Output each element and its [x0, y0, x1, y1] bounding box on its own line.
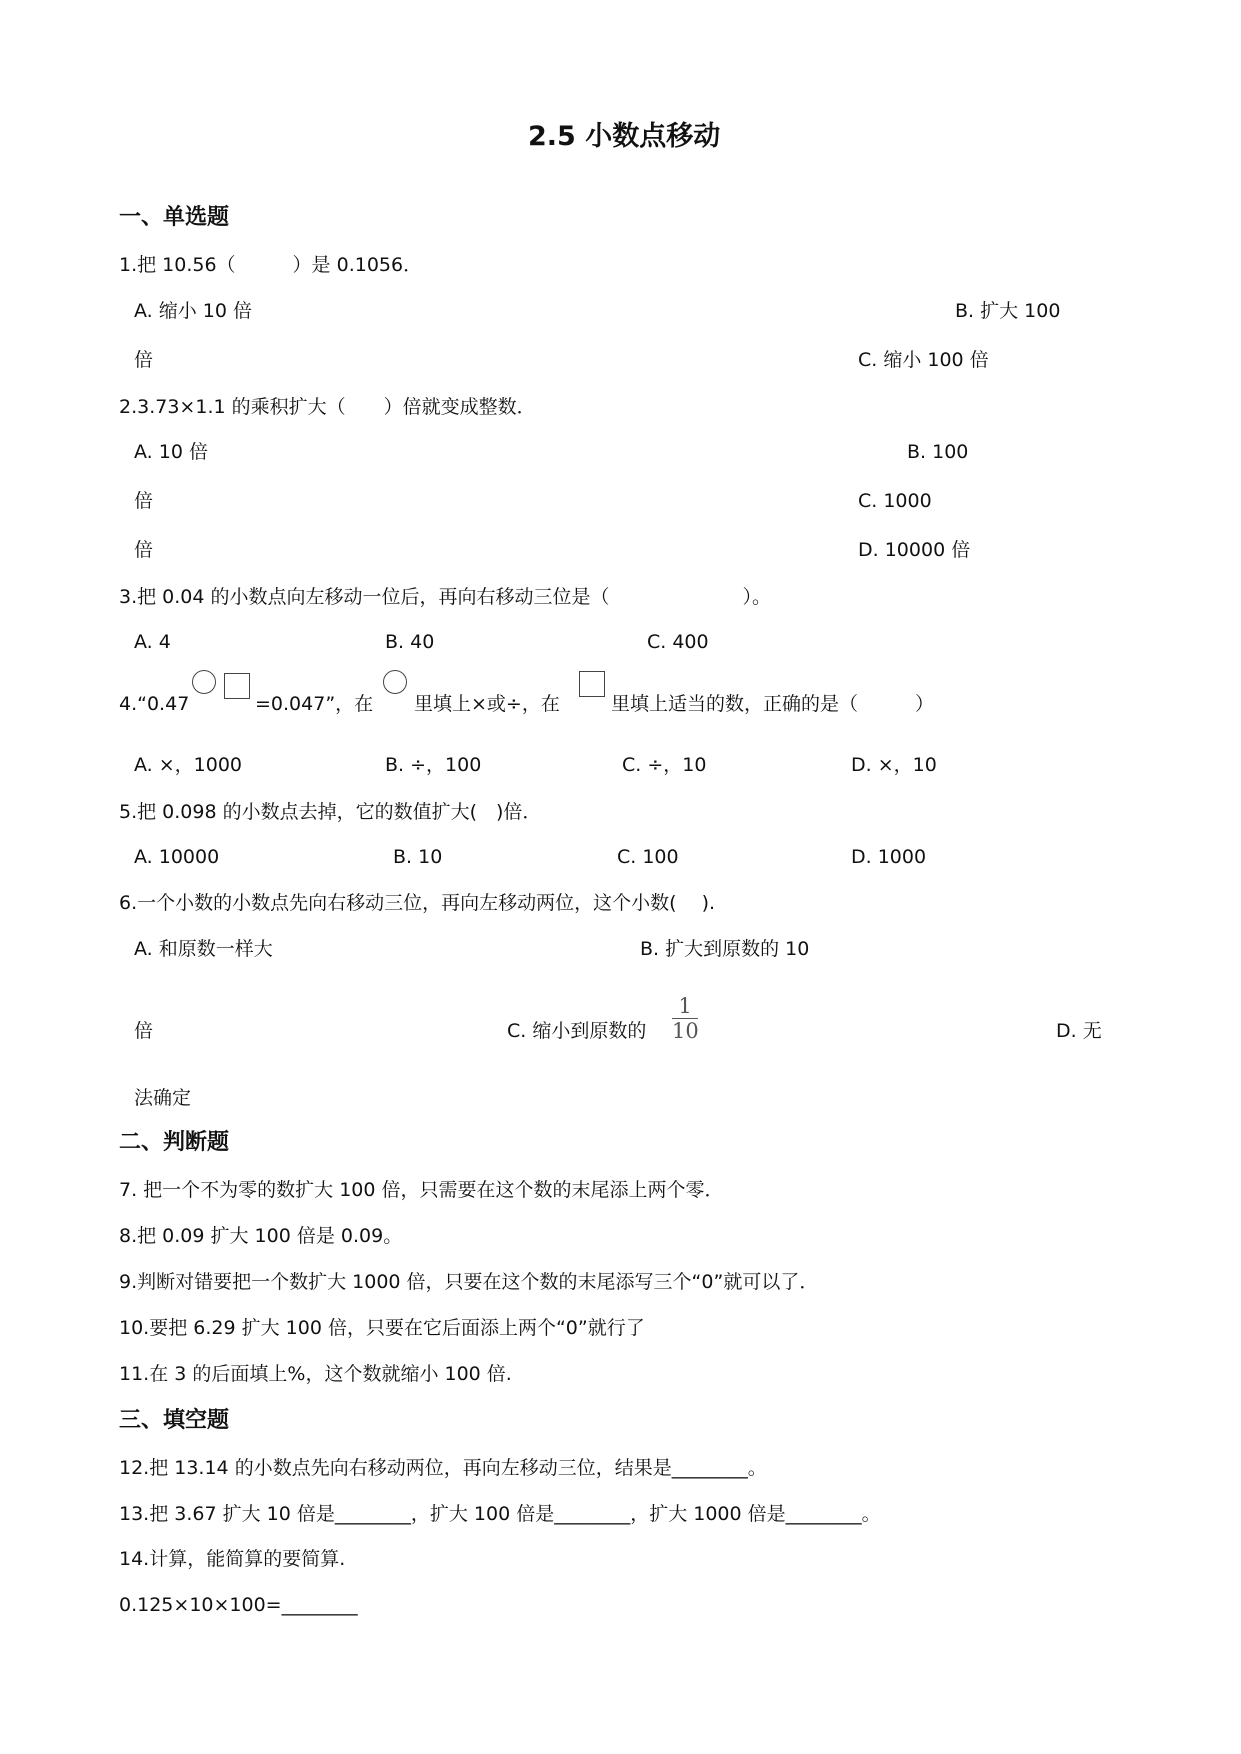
question-2-option-b[interactable]: B. 100 — [907, 441, 969, 463]
question-5-option-a[interactable]: A. 10000 — [134, 846, 220, 868]
section-heading-true-false: 二、判断题 — [119, 1130, 230, 1155]
question-6-option-b[interactable]: B. 扩大到原数的 10 — [640, 938, 810, 960]
question-6-option-d-wrap: 法确定 — [134, 1087, 192, 1109]
question-1-option-c[interactable]: C. 缩小 100 倍 — [858, 349, 989, 371]
question-2-option-c[interactable]: C. 1000 — [858, 490, 932, 512]
question-2-option-c-wrap: 倍 — [134, 539, 154, 561]
section-heading-fill-in: 三、填空题 — [119, 1408, 230, 1433]
question-5-option-b[interactable]: B. 10 — [393, 846, 443, 868]
question-14-expression: 0.125×10×100=________ — [119, 1594, 358, 1616]
question-3-option-c[interactable]: C. 400 — [647, 631, 709, 653]
fraction-denominator: 10 — [672, 1019, 699, 1043]
circle-blank-icon — [192, 670, 216, 694]
page-title: 2.5 小数点移动 — [528, 121, 721, 152]
square-blank-icon — [224, 673, 250, 699]
question-5-option-c[interactable]: C. 100 — [617, 846, 679, 868]
question-8: 8.把 0.09 扩大 100 倍是 0.09。 — [119, 1225, 403, 1247]
question-5-option-d[interactable]: D. 1000 — [851, 846, 927, 868]
question-13: 13.把 3.67 扩大 10 倍是________，扩大 100 倍是________，扩大 1000 倍是________。 — [119, 1503, 881, 1525]
fraction-numerator: 1 — [678, 994, 692, 1018]
question-12: 12.把 13.14 的小数点先向右移动两位，再向左移动三位，结果是________。 — [119, 1457, 767, 1479]
question-6-option-c[interactable]: C. 缩小到原数的 — [507, 1020, 647, 1042]
question-6-stem: 6.一个小数的小数点先向右移动三位，再向左移动两位，这个小数( ). — [119, 892, 716, 914]
question-10: 10.要把 6.29 扩大 100 倍，只要在它后面添上两个“0”就行了 — [119, 1317, 645, 1339]
question-6-option-b-wrap: 倍 — [134, 1020, 154, 1042]
question-4-option-d[interactable]: D. ×，10 — [851, 754, 937, 776]
question-9: 9.判断对错要把一个数扩大 1000 倍，只要在这个数的末尾添写三个“0”就可以了． — [119, 1271, 819, 1293]
section-heading-single-choice: 一、单选题 — [119, 205, 230, 230]
question-2-stem: 2.3.73×1.1 的乘积扩大（ ）倍就变成整数． — [119, 396, 536, 418]
question-7: 7. 把一个不为零的数扩大 100 倍，只需要在这个数的末尾添上两个零． — [119, 1179, 724, 1201]
question-4-stem-part1: 4.“0.47 — [119, 693, 190, 715]
question-2-option-a[interactable]: A. 10 倍 — [134, 441, 208, 463]
question-1-option-b[interactable]: B. 扩大 100 — [955, 300, 1061, 322]
question-6-option-a[interactable]: A. 和原数一样大 — [134, 938, 273, 960]
question-4-option-a[interactable]: A. ×，1000 — [134, 754, 243, 776]
question-4-stem-part3: 里填上×或÷，在 — [414, 693, 560, 715]
question-2-option-d[interactable]: D. 10000 倍 — [858, 539, 971, 561]
question-3-stem: 3.把 0.04 的小数点向左移动一位后，再向右移动三位是（ ）。 — [119, 586, 772, 608]
question-1-option-b-wrap: 倍 — [134, 349, 154, 371]
question-11: 11.在 3 的后面填上%，这个数就缩小 100 倍. — [119, 1363, 512, 1385]
circle-blank-icon — [383, 670, 407, 694]
fraction-one-tenth — [672, 995, 698, 1042]
question-1-stem: 1.把 10.56（ ）是 0.1056． — [119, 254, 423, 276]
question-3-option-a[interactable]: A. 4 — [134, 631, 171, 653]
question-3-option-b[interactable]: B. 40 — [385, 631, 435, 653]
question-4-stem-part2: =0.047”，在 — [255, 693, 374, 715]
question-2-option-b-wrap: 倍 — [134, 490, 154, 512]
question-1-option-a[interactable]: A. 缩小 10 倍 — [134, 300, 252, 322]
question-4-stem-part4: 里填上适当的数，正确的是（ ） — [611, 693, 935, 715]
question-4-option-b[interactable]: B. ÷，100 — [385, 754, 482, 776]
square-blank-icon — [579, 671, 605, 697]
question-4-option-c[interactable]: C. ÷，10 — [622, 754, 707, 776]
question-14: 14.计算，能简算的要简算. — [119, 1548, 346, 1570]
question-5-stem: 5.把 0.098 的小数点去掉，它的数值扩大( )倍． — [119, 801, 542, 823]
question-6-option-d[interactable]: D. 无 — [1056, 1020, 1102, 1042]
